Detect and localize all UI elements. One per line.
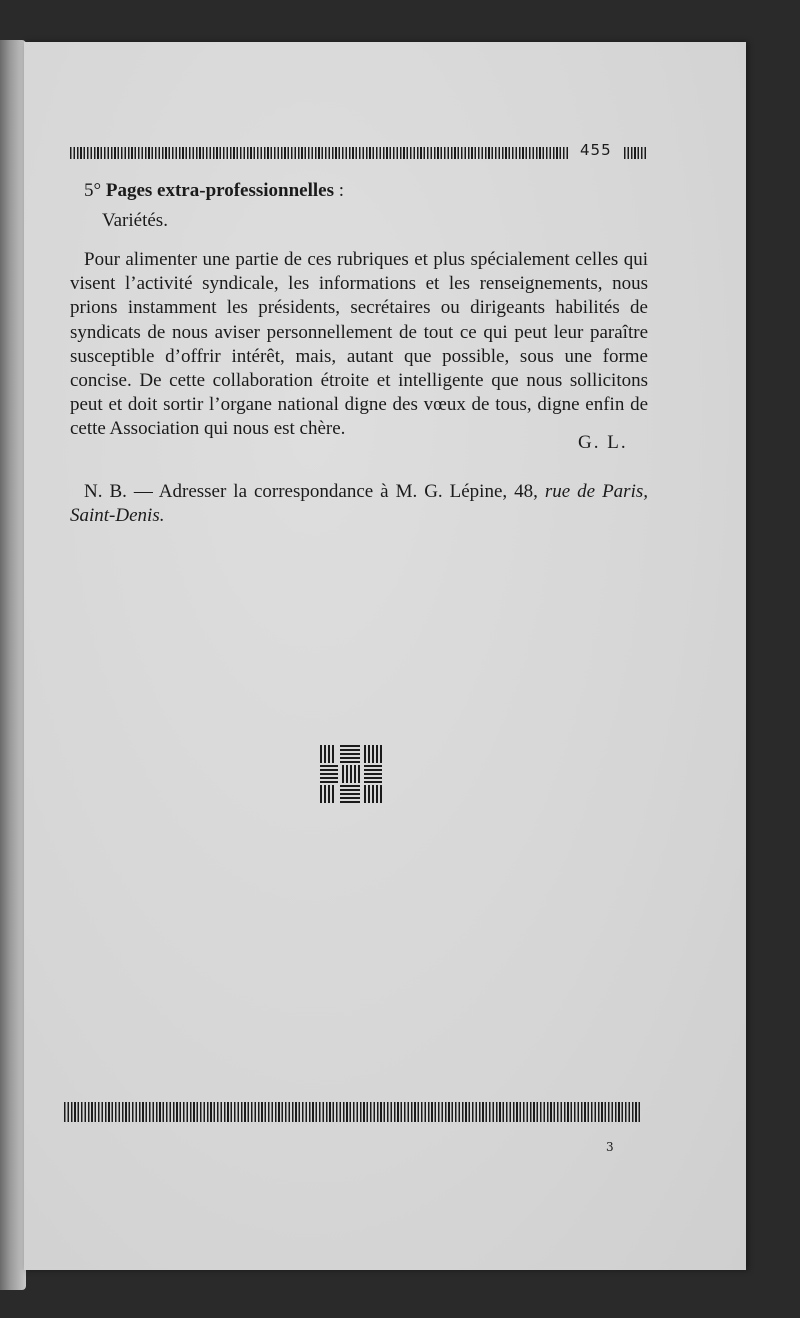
- header-hatched-rule-icon: [70, 147, 570, 159]
- section-subitem: Variétés.: [102, 210, 168, 231]
- section-colon: :: [338, 180, 345, 201]
- section-title: Pages extra-professionnelles: [105, 180, 334, 201]
- signature: G. L.: [578, 432, 628, 453]
- section-number: 5°: [84, 180, 102, 201]
- body-paragraph: Pour alimenter une partie de ces rubriques et plus spécialement celles qui visent l’activité syndicale, les informations et les renseignements, nous prions instamment les présidents, secrétaires ou dirigeants habilités de syndicats de nous aviser personnellement de tout ce qui peut leur paraître susceptible d’offrir intérêt, mais, autant que possible, sous une forme concise. De cette collaboration étroite et intelligente que nous sollicitons peut et doit sortir l’organe national digne des vœux de tous, digne enfin de cette Association qui nous est chère.: [70, 249, 648, 440]
- page-number: 455: [580, 141, 612, 159]
- footer-hatched-rule-icon: [64, 1102, 640, 1122]
- section-heading: [84, 180, 344, 202]
- nota-bene-text: N. B. — Adresser la correspondance à M. G. Lépine, 48,: [84, 481, 538, 502]
- page: [24, 42, 746, 1270]
- nota-bene-address: rue de Paris, Saint-Denis.: [70, 481, 648, 526]
- header-hatched-rule-right-icon: [624, 147, 648, 159]
- folio-number: 3: [606, 1140, 614, 1154]
- hatched-square-ornament-icon: [320, 745, 382, 803]
- book-spine: [0, 40, 26, 1290]
- nota-bene: [70, 480, 648, 528]
